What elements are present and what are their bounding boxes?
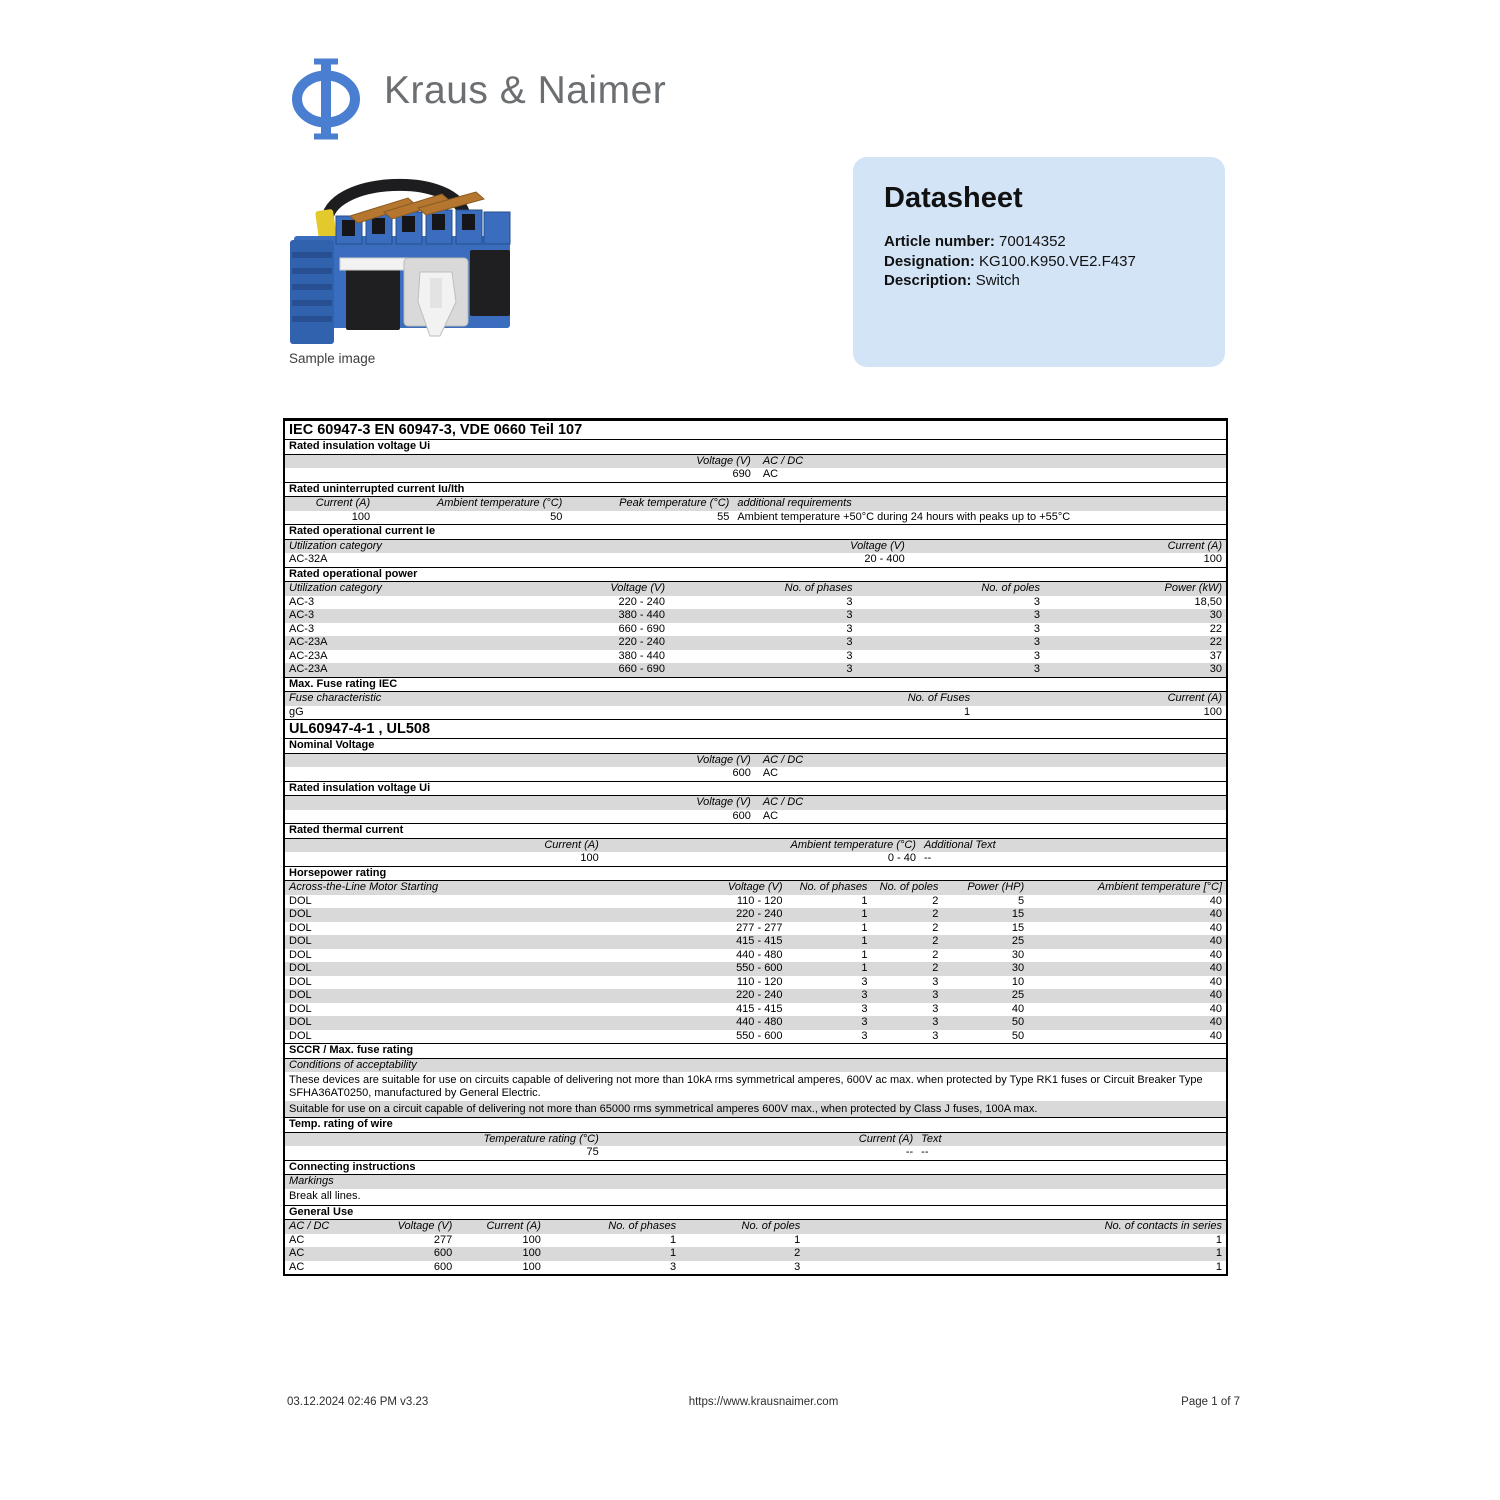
- table-cell: DOL: [289, 894, 312, 907]
- table-cell: 3: [846, 595, 853, 608]
- description-value: Switch: [975, 272, 1020, 289]
- table-cell: 1: [794, 1233, 801, 1246]
- table-cell: Rated insulation voltage Ui: [289, 781, 431, 794]
- table-section-title-row: [285, 719, 1226, 739]
- table-cell: Current (A): [544, 838, 599, 851]
- article-number-label: Article number:: [884, 233, 995, 250]
- table-column-header-row: [285, 796, 1226, 810]
- table-subsection-row: [285, 866, 1226, 882]
- footer-url-link[interactable]: https://www.krausnaimer.com: [688, 1396, 839, 1408]
- table-subsection-row: [285, 567, 1226, 583]
- table-cell: Utilization category: [289, 582, 382, 594]
- table-row: [285, 1030, 1226, 1044]
- spec-table: [283, 418, 1228, 1276]
- table-cell: 3: [846, 622, 853, 635]
- table-subsection-row: [285, 440, 1226, 455]
- table-cell: 600: [732, 809, 751, 822]
- table-cell: 600: [732, 767, 751, 779]
- table-cell: Current (A): [315, 497, 371, 509]
- table-cell: AC-3: [289, 595, 315, 608]
- table-cell: IEC 60947-3 EN 60947-3, VDE 0660 Teil 107: [289, 422, 583, 438]
- table-cell: 100: [522, 1260, 541, 1273]
- table-cell: AC: [289, 1233, 305, 1246]
- table-row: [285, 650, 1226, 664]
- table-cell: 3: [1033, 622, 1041, 635]
- table-cell: AC-32A: [289, 553, 328, 565]
- table-cell: Rated thermal current: [289, 824, 404, 836]
- footer-timestamp: 03.12.2024 02:46 PM v3.23: [287, 1396, 429, 1408]
- table-cell: Voltage (V): [397, 1220, 453, 1232]
- table-cell: 100: [1203, 553, 1222, 565]
- table-cell: AC / DC: [762, 753, 804, 766]
- table-column-header-row: [285, 497, 1226, 511]
- table-cell: Utilization category: [289, 539, 382, 552]
- table-row: [285, 609, 1226, 623]
- table-cell: 2: [932, 921, 939, 934]
- table-cell: 3: [861, 1016, 868, 1028]
- table-cell: AC / DC: [289, 1220, 330, 1232]
- table-cell: 600: [433, 1247, 453, 1259]
- table-cell: Ambient temperature (°C): [790, 838, 916, 851]
- table-cell: 50: [1011, 1016, 1025, 1028]
- table-cell: 550 - 600: [736, 962, 783, 974]
- table-cell: Rated uninterrupted current Iu/Ith: [289, 482, 465, 495]
- table-cell: Ambient temperature (°C): [436, 497, 563, 509]
- table-cell: 660 - 690: [618, 663, 665, 675]
- table-cell: DOL: [289, 935, 312, 947]
- table-cell: 1: [861, 921, 868, 934]
- table-cell: 40: [1209, 962, 1222, 974]
- table-cell: 40: [1209, 908, 1222, 920]
- table-cell: 600: [433, 1260, 453, 1273]
- table-cell: SCCR / Max. fuse rating: [289, 1044, 414, 1056]
- table-cell: 3: [861, 1029, 868, 1042]
- table-cell: 37: [1209, 649, 1222, 662]
- table-cell: 1: [670, 1247, 677, 1259]
- table-cell: 1: [861, 894, 868, 907]
- brand-logo: [286, 55, 706, 145]
- table-cell: 3: [932, 1029, 939, 1042]
- table-row: [285, 1016, 1226, 1030]
- table-cell: 110 - 120: [736, 975, 783, 988]
- table-row: [285, 1261, 1226, 1275]
- table-cell: 277: [433, 1233, 453, 1246]
- table-cell: 22: [1209, 622, 1222, 635]
- table-cell: Voltage (V): [696, 753, 751, 766]
- table-cell: 3: [670, 1260, 677, 1273]
- table-cell: 3: [861, 975, 868, 988]
- table-cell: Peak temperature (°C): [619, 497, 730, 509]
- table-cell: Voltage (V): [610, 582, 665, 594]
- table-cell: Temp. rating of wire: [289, 1118, 393, 1130]
- table-cell: 10: [1011, 975, 1025, 988]
- table-row: [285, 636, 1226, 650]
- table-cell: AC-23A: [289, 636, 328, 648]
- table-row: [285, 511, 1226, 525]
- table-cell: 75: [586, 1146, 599, 1158]
- table-row: [285, 468, 1226, 482]
- table-cell: Current (A): [1167, 692, 1222, 704]
- table-cell: 220 - 240: [736, 989, 783, 1001]
- article-number-field: [884, 232, 1225, 252]
- table-row: [285, 663, 1226, 677]
- table-cell: 3: [1033, 609, 1041, 621]
- table-cell: 415 - 415: [736, 935, 783, 947]
- table-cell: Temperature rating (°C): [483, 1132, 599, 1145]
- table-cell: Current (A): [858, 1132, 914, 1145]
- table-row: [285, 1234, 1226, 1248]
- table-cell: 50: [550, 510, 563, 523]
- table-cell: Connecting instructions: [289, 1160, 416, 1173]
- table-cell: 3: [1033, 649, 1041, 662]
- table-cell: No. of contacts in series: [1104, 1220, 1222, 1232]
- table-column-header-row: [285, 839, 1226, 853]
- table-cell: No. of phases: [799, 881, 868, 893]
- table-cell: 30: [1011, 948, 1025, 961]
- table-subsection-row: [285, 677, 1226, 693]
- table-cell: Ambient temperature +50°C during 24 hours with peaks up to +55°C: [737, 510, 1071, 523]
- table-cell: AC-3: [289, 609, 315, 621]
- table-cell: AC: [289, 1260, 305, 1273]
- table-cell: DOL: [289, 1002, 312, 1015]
- table-cell: 40: [1209, 989, 1222, 1001]
- table-cell: 1: [1215, 1233, 1222, 1246]
- table-row: [285, 1247, 1226, 1261]
- table-cell: 3: [1033, 636, 1041, 648]
- table-subsection-row: [285, 781, 1226, 797]
- table-cell: Power (kW): [1164, 582, 1222, 594]
- switch-product-illustration: [280, 160, 525, 350]
- table-column-header-row: [285, 455, 1226, 469]
- table-cell: 3: [932, 975, 939, 988]
- table-column-header-row: [285, 754, 1226, 768]
- table-row: [285, 1072, 1226, 1101]
- table-cell: DOL: [289, 989, 312, 1001]
- designation-value: KG100.K950.VE2.F437: [979, 252, 1136, 270]
- table-cell: 40: [1209, 1029, 1222, 1042]
- footer-page-number: Page 1 of 7: [1181, 1396, 1240, 1408]
- table-column-header-row: [285, 1059, 1226, 1073]
- table-cell: 25: [1011, 935, 1025, 947]
- table-cell: 3: [1033, 595, 1041, 608]
- table-row: [285, 553, 1226, 567]
- table-cell: 3: [1033, 663, 1041, 675]
- table-cell: 1: [861, 935, 868, 947]
- table-cell: AC: [762, 468, 779, 480]
- table-cell: DOL: [289, 975, 312, 988]
- table-cell: 20 - 400: [864, 553, 905, 565]
- table-cell: DOL: [289, 962, 312, 974]
- table-cell: 3: [846, 649, 853, 662]
- table-cell: 40: [1011, 1002, 1025, 1015]
- table-cell: No. of phases: [784, 582, 853, 594]
- table-cell: 3: [846, 609, 853, 621]
- table-cell: No. of poles: [741, 1220, 801, 1232]
- table-cell: 220 - 240: [618, 595, 665, 608]
- table-cell: Max. Fuse rating IEC: [289, 677, 398, 690]
- table-cell: 277 - 277: [736, 921, 783, 934]
- table-cell: DOL: [289, 921, 312, 934]
- phi-logo-icon: [286, 55, 366, 148]
- table-cell: 2: [932, 908, 939, 920]
- table-cell: 110 - 120: [736, 894, 783, 907]
- table-row: [285, 1101, 1226, 1117]
- table-cell: Ambient temperature [°C]: [1097, 881, 1222, 893]
- table-cell: Horsepower rating: [289, 866, 387, 879]
- table-cell: Markings: [289, 1175, 334, 1187]
- table-cell: 1: [1215, 1247, 1222, 1259]
- table-cell: No. of Fuses: [907, 692, 971, 704]
- table-row: [285, 908, 1226, 922]
- table-row: [285, 596, 1226, 610]
- page-footer: [287, 1396, 1240, 1412]
- table-cell: 1: [861, 908, 868, 920]
- table-cell: These devices are suitable for use on circuits capable of delivering not more than 10kA rms symmetrical amperes, 600V ac max. when protected by Type RK1 fuses or Circuit Breaker Type SFHA36AT0250, manufactured by General Electric.: [289, 1073, 1203, 1099]
- table-cell: 3: [932, 1016, 939, 1028]
- table-cell: 100: [580, 852, 599, 864]
- table-cell: Text: [921, 1132, 942, 1145]
- table-row: [285, 976, 1226, 990]
- table-subsection-row: [285, 739, 1226, 754]
- table-row: [285, 852, 1226, 866]
- product-image: [280, 160, 525, 350]
- table-cell: No. of poles: [879, 881, 939, 893]
- table-cell: Voltage (V): [727, 881, 783, 893]
- table-cell: 40: [1209, 975, 1222, 988]
- table-column-header-row: [285, 881, 1226, 895]
- table-cell: UL60947-4-1 , UL508: [289, 721, 431, 737]
- table-cell: Rated operational current Ie: [289, 525, 436, 537]
- table-row: [285, 895, 1226, 909]
- table-column-header-row: [285, 582, 1226, 596]
- table-cell: 40: [1209, 935, 1222, 947]
- table-cell: AC / DC: [762, 454, 804, 467]
- table-cell: 440 - 480: [736, 1016, 783, 1028]
- table-cell: Nominal Voltage: [289, 739, 375, 751]
- table-cell: 3: [861, 989, 868, 1001]
- table-cell: 550 - 600: [736, 1029, 783, 1042]
- table-column-header-row: [285, 540, 1226, 554]
- table-cell: 220 - 240: [618, 636, 665, 648]
- table-cell: 3: [846, 663, 853, 675]
- table-cell: 440 - 480: [736, 948, 783, 961]
- table-subsection-row: [285, 1160, 1226, 1176]
- table-cell: --: [923, 852, 932, 864]
- table-cell: 1: [670, 1233, 677, 1246]
- table-row: [285, 810, 1226, 824]
- table-cell: 1: [861, 948, 868, 961]
- table-cell: Current (A): [1167, 539, 1222, 552]
- table-cell: 100: [522, 1247, 541, 1259]
- table-cell: 1: [861, 962, 868, 974]
- table-row: [285, 935, 1226, 949]
- table-cell: Current (A): [486, 1220, 541, 1232]
- table-cell: Power (HP): [967, 881, 1025, 893]
- table-cell: 40: [1209, 894, 1222, 907]
- table-cell: Conditions of acceptability: [289, 1058, 417, 1071]
- table-cell: Voltage (V): [696, 454, 751, 467]
- designation-field: [884, 252, 1225, 272]
- table-cell: 15: [1011, 921, 1025, 934]
- table-cell: AC-23A: [289, 663, 328, 675]
- table-cell: Voltage (V): [850, 539, 905, 552]
- table-cell: gG: [289, 705, 304, 718]
- table-cell: Suitable for use on a circuit capable of delivering not more than 65000 rms symmetrical amperes 600V max., when protected by Class J fuses, 100A max.: [289, 1102, 1038, 1115]
- table-cell: 55: [717, 510, 730, 523]
- table-row: [285, 623, 1226, 637]
- table-cell: No. of poles: [981, 582, 1041, 594]
- table-cell: AC: [762, 809, 779, 822]
- table-cell: 30: [1011, 962, 1025, 974]
- datasheet-title: Datasheet: [884, 182, 1023, 214]
- table-cell: AC: [289, 1247, 305, 1259]
- table-cell: 690: [732, 468, 751, 480]
- article-number-value: 70014352: [999, 233, 1066, 250]
- table-cell: Fuse characteristic: [289, 692, 382, 704]
- table-cell: additional requirements: [737, 497, 852, 509]
- description-field: [884, 271, 1225, 291]
- table-row: [285, 1189, 1226, 1205]
- table-cell: Rated operational power: [289, 567, 418, 580]
- table-subsection-row: [285, 1043, 1226, 1059]
- table-row: [285, 922, 1226, 936]
- table-cell: No. of phases: [608, 1220, 677, 1232]
- table-column-header-row: [285, 692, 1226, 706]
- description-label: Description:: [884, 272, 972, 289]
- table-row: [285, 767, 1226, 781]
- table-cell: DOL: [289, 1029, 312, 1042]
- table-cell: 30: [1209, 663, 1222, 675]
- table-cell: 1: [1215, 1260, 1222, 1273]
- table-cell: AC: [762, 767, 779, 779]
- sample-image-caption: Sample image: [289, 351, 376, 366]
- table-cell: 40: [1209, 948, 1222, 961]
- table-row: [285, 1146, 1226, 1160]
- table-row: [285, 1003, 1226, 1017]
- table-cell: 18,50: [1194, 595, 1222, 608]
- designation-label: Designation:: [884, 252, 975, 270]
- table-cell: 1: [963, 705, 971, 718]
- table-cell: 40: [1209, 1002, 1222, 1015]
- table-cell: 40: [1209, 921, 1222, 934]
- table-row: [285, 949, 1226, 963]
- table-subsection-row: [285, 1205, 1226, 1221]
- table-cell: 3: [932, 1002, 939, 1015]
- table-row: [285, 706, 1226, 720]
- table-cell: --: [905, 1146, 914, 1158]
- table-cell: 2: [932, 935, 939, 947]
- table-cell: DOL: [289, 908, 312, 920]
- table-cell: 25: [1011, 989, 1025, 1001]
- table-cell: AC / DC: [762, 796, 804, 808]
- table-cell: 50: [1011, 1029, 1025, 1042]
- table-cell: 2: [932, 948, 939, 961]
- table-cell: AC-23A: [289, 649, 328, 662]
- table-cell: 40: [1209, 1016, 1222, 1028]
- table-cell: 380 - 440: [618, 609, 665, 621]
- table-column-header-row: [285, 1133, 1226, 1147]
- table-cell: 3: [861, 1002, 868, 1015]
- table-cell: 0 - 40: [887, 852, 916, 864]
- table-column-header-row: [285, 1175, 1226, 1189]
- table-cell: 380 - 440: [618, 649, 665, 662]
- table-cell: 22: [1209, 636, 1222, 648]
- table-cell: Rated insulation voltage Ui: [289, 440, 431, 452]
- table-cell: DOL: [289, 948, 312, 961]
- table-cell: Across-the-Line Motor Starting: [289, 881, 439, 893]
- table-subsection-row: [285, 482, 1226, 498]
- table-cell: 660 - 690: [618, 622, 665, 635]
- table-cell: 2: [794, 1247, 801, 1259]
- table-cell: Additional Text: [923, 838, 996, 851]
- table-cell: --: [921, 1146, 929, 1158]
- table-section-title-row: [285, 420, 1226, 440]
- table-subsection-row: [285, 1117, 1226, 1133]
- table-cell: 3: [932, 989, 939, 1001]
- table-cell: Break all lines.: [289, 1190, 361, 1202]
- datasheet-card: [853, 157, 1225, 367]
- table-subsection-row: [285, 524, 1226, 540]
- table-cell: 3: [794, 1260, 801, 1273]
- table-cell: 3: [846, 636, 853, 648]
- brand-name: Kraus & Naimer: [384, 69, 667, 112]
- table-column-header-row: [285, 1220, 1226, 1234]
- table-subsection-row: [285, 823, 1226, 839]
- table-cell: 415 - 415: [736, 1002, 783, 1015]
- table-cell: 220 - 240: [736, 908, 783, 920]
- table-row: [285, 962, 1226, 976]
- table-cell: 2: [932, 894, 939, 907]
- table-cell: 15: [1011, 908, 1025, 920]
- table-cell: 5: [1018, 894, 1025, 907]
- table-cell: General Use: [289, 1205, 354, 1218]
- table-cell: AC-3: [289, 622, 315, 635]
- table-cell: 100: [351, 510, 371, 523]
- table-row: [285, 989, 1226, 1003]
- table-cell: 2: [932, 962, 939, 974]
- table-cell: 100: [522, 1233, 541, 1246]
- table-cell: 30: [1209, 609, 1222, 621]
- table-cell: DOL: [289, 1016, 312, 1028]
- table-cell: 100: [1203, 705, 1222, 718]
- table-cell: Voltage (V): [696, 796, 751, 808]
